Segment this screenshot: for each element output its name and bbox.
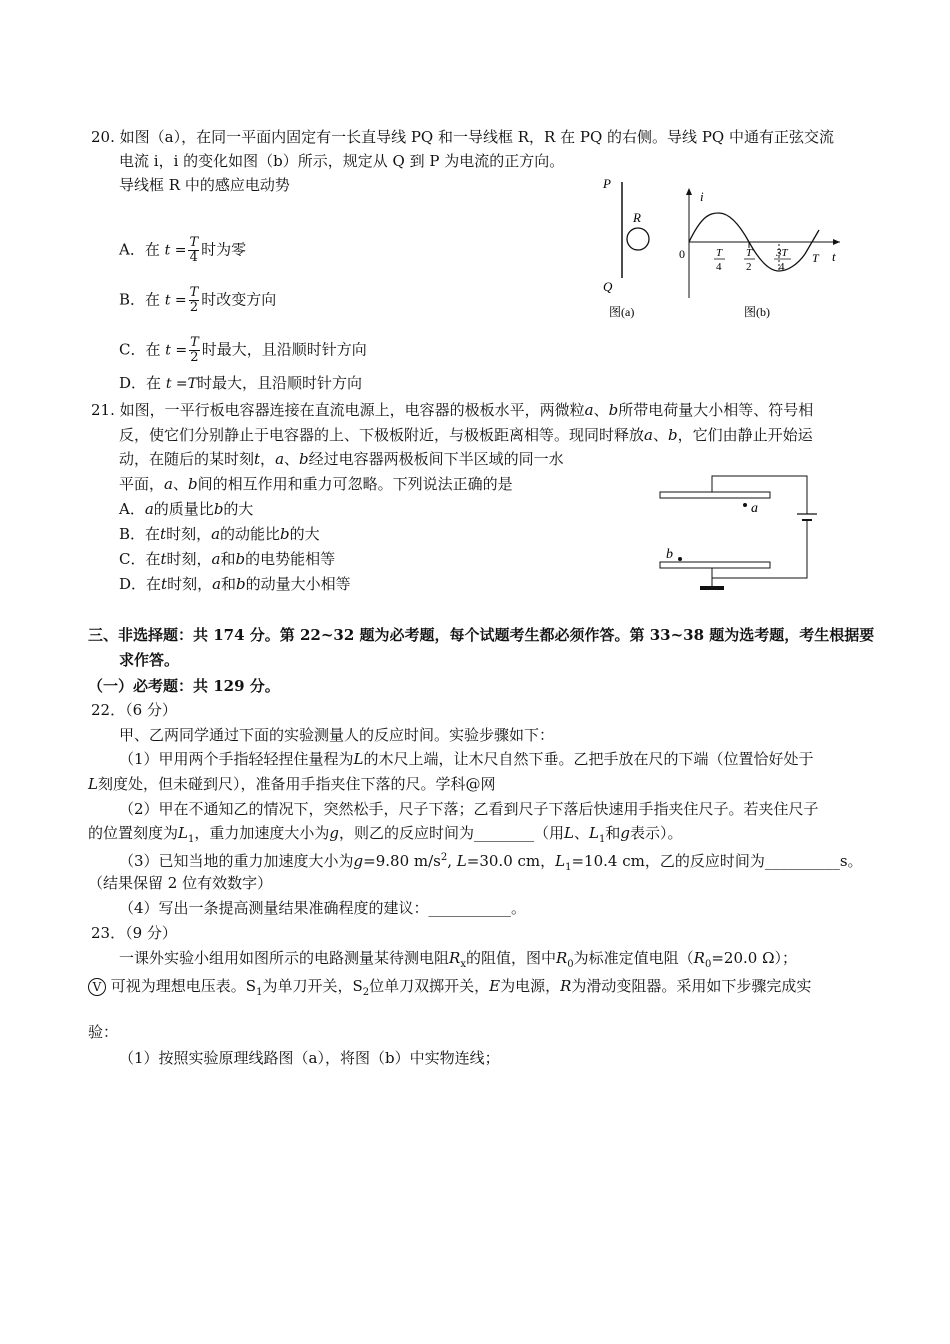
label-origin: 0 [679,247,685,261]
q20-option-c: C．在 t = $\frac{T}{2}$ 时最大，且沿顺时针方向 [119,335,367,365]
q22-step1-cont: L刻度处，但未碰到尺），准备用手指夹住下落的尺。学科@网 [88,775,496,793]
tick-label-3t4-den: 4 [779,261,785,273]
upper-plate [660,492,770,498]
q23-step1: （1）按照实验原理线路图（a），将图（b）中实物连线； [119,1049,500,1067]
tick-label-t4-num: T [716,247,723,259]
q22-step4: （4）写出一条提高测量结果准确程度的建议：___________。 [119,899,527,917]
q23-line3: 验： [88,1023,119,1041]
tick-label-3t4-num: 3T [776,247,788,259]
caption-a: 图(a) [609,305,635,319]
label-i: i [700,189,704,204]
label-q: Q [603,279,613,294]
particle-b [678,557,682,561]
lower-plate [660,562,770,568]
caption-b: 图(b) [744,305,770,319]
q21-option-d: D．在t时刻，a和b的动量大小相等 [119,575,351,593]
q21-option-b: B．在t时刻，a的动能比b的大 [119,525,320,543]
q23-line2: V 可视为理想电压表。$S_1$为单刀开关，$S_2$位单刀双掷开关，E为电源，R为滑动变阻器。采用如下步骤完成实 [88,975,811,1004]
tick-label-t2-den: 2 [746,261,752,273]
q21-option-a: A．a的质量比b的大 [119,500,254,518]
q21-line3: 动，在随后的某时刻t，a、b经过电容器两极板间下半区域的同一水 [119,450,564,468]
loop-r [627,228,649,250]
q22-step2: （2）甲在不通知乙的情况下，突然松手，尺子下落；乙看到尺子下落后快速用手指夹住尺子。若夹住尺子 [119,800,819,818]
voltmeter-icon: V [88,978,106,996]
q22-step1: （1）甲用两个手指轻轻捏住量程为L的木尺上端，让木尺自然下垂。乙把手放在尺的下端（位置恰好处于 [119,750,814,768]
q20-line1: 20. 如图（a），在同一平面内固定有一长直导线 PQ 和一导线框 R，R 在 PQ 的右侧。导线 PQ 中通有正弦交流 [91,128,834,146]
tick-label-t: T [812,251,819,265]
q22-heading: 22．（6 分） [91,701,177,719]
q20-option-d: D．在 t =T时最大，且沿顺时针方向 [119,374,362,392]
q21-line2: 反，使它们分别静止于电容器的上、下极板附近，与极板距离相等。现同时释放a、b，它们由静止开始运 [119,426,813,444]
label-a: a [751,501,758,516]
section3-line1: 三、非选择题：共 174 分。第 22~32 题为必考题，每个试题考生都必须作答。第 33~38 题为选考题，考生根据要 [88,626,875,644]
q21-line4: 平面，a、b间的相互作用和重力可忽略。下列说法正确的是 [119,475,513,493]
i-axis-arrow [686,188,692,195]
label-t: t [832,249,836,264]
q22-step3-cont: （结果保留 2 位有效数字） [88,874,273,892]
q20-line2: 电流 i，i 的变化如图（b）所示，规定从 Q 到 P 为电流的正方向。 [119,152,565,170]
wire-bottom [712,520,807,578]
ground-bar [700,586,724,590]
q21-capacitor-figure [652,470,832,596]
q21-option-c: C．在t时刻，a和b的电势能相等 [119,550,336,568]
label-b: b [666,547,673,562]
t-axis-arrow [833,239,840,245]
q20-option-a: A．在 t = $\frac{T}{4}$ 时为零 [119,235,247,265]
q23-heading: 23．（9 分） [91,924,177,942]
q21-line1: 21. 如图，一平行板电容器连接在直流电源上，电容器的极板水平，两微粒a、b所带电荷量大小相等、符号相 [91,401,814,419]
q23-line1: 一课外实验小组用如图所示的电路测量某待测电阻$R_x$的阻值，图中$R_0$为标准定值电阻（$R_0=20.0$ Ω）； [119,949,797,970]
q22-step2-cont: 的位置刻度为$L_1$，重力加速度大小为g，则乙的反应时间为________（用L、$L_1$和g表示）。 [88,824,683,845]
particle-a [743,503,747,507]
section3-line2: 求作答。 [119,651,180,669]
q20-line3: 导线框 R 中的感应电动势 [119,176,290,194]
q20-figure [592,170,862,330]
q22-step3: （3）已知当地的重力加速度大小为g=9.80 $m/s^2$, L=30.0 cm，$L_1=10.4$ cm，乙的反应时间为__________s。 [119,852,863,873]
q22-intro: 甲、乙两同学通过下面的实验测量人的反应时间。实验步骤如下： [119,726,555,744]
label-r: R [633,210,641,225]
section3-subheading: （一）必考题：共 129 分。 [88,677,280,695]
q20-option-b: B．在 t = $\frac{T}{2}$ 时改变方向 [119,285,277,315]
label-p: P [603,176,611,191]
tick-label-t4-den: 4 [716,261,722,273]
tick-label-t2-num: T [746,247,753,259]
